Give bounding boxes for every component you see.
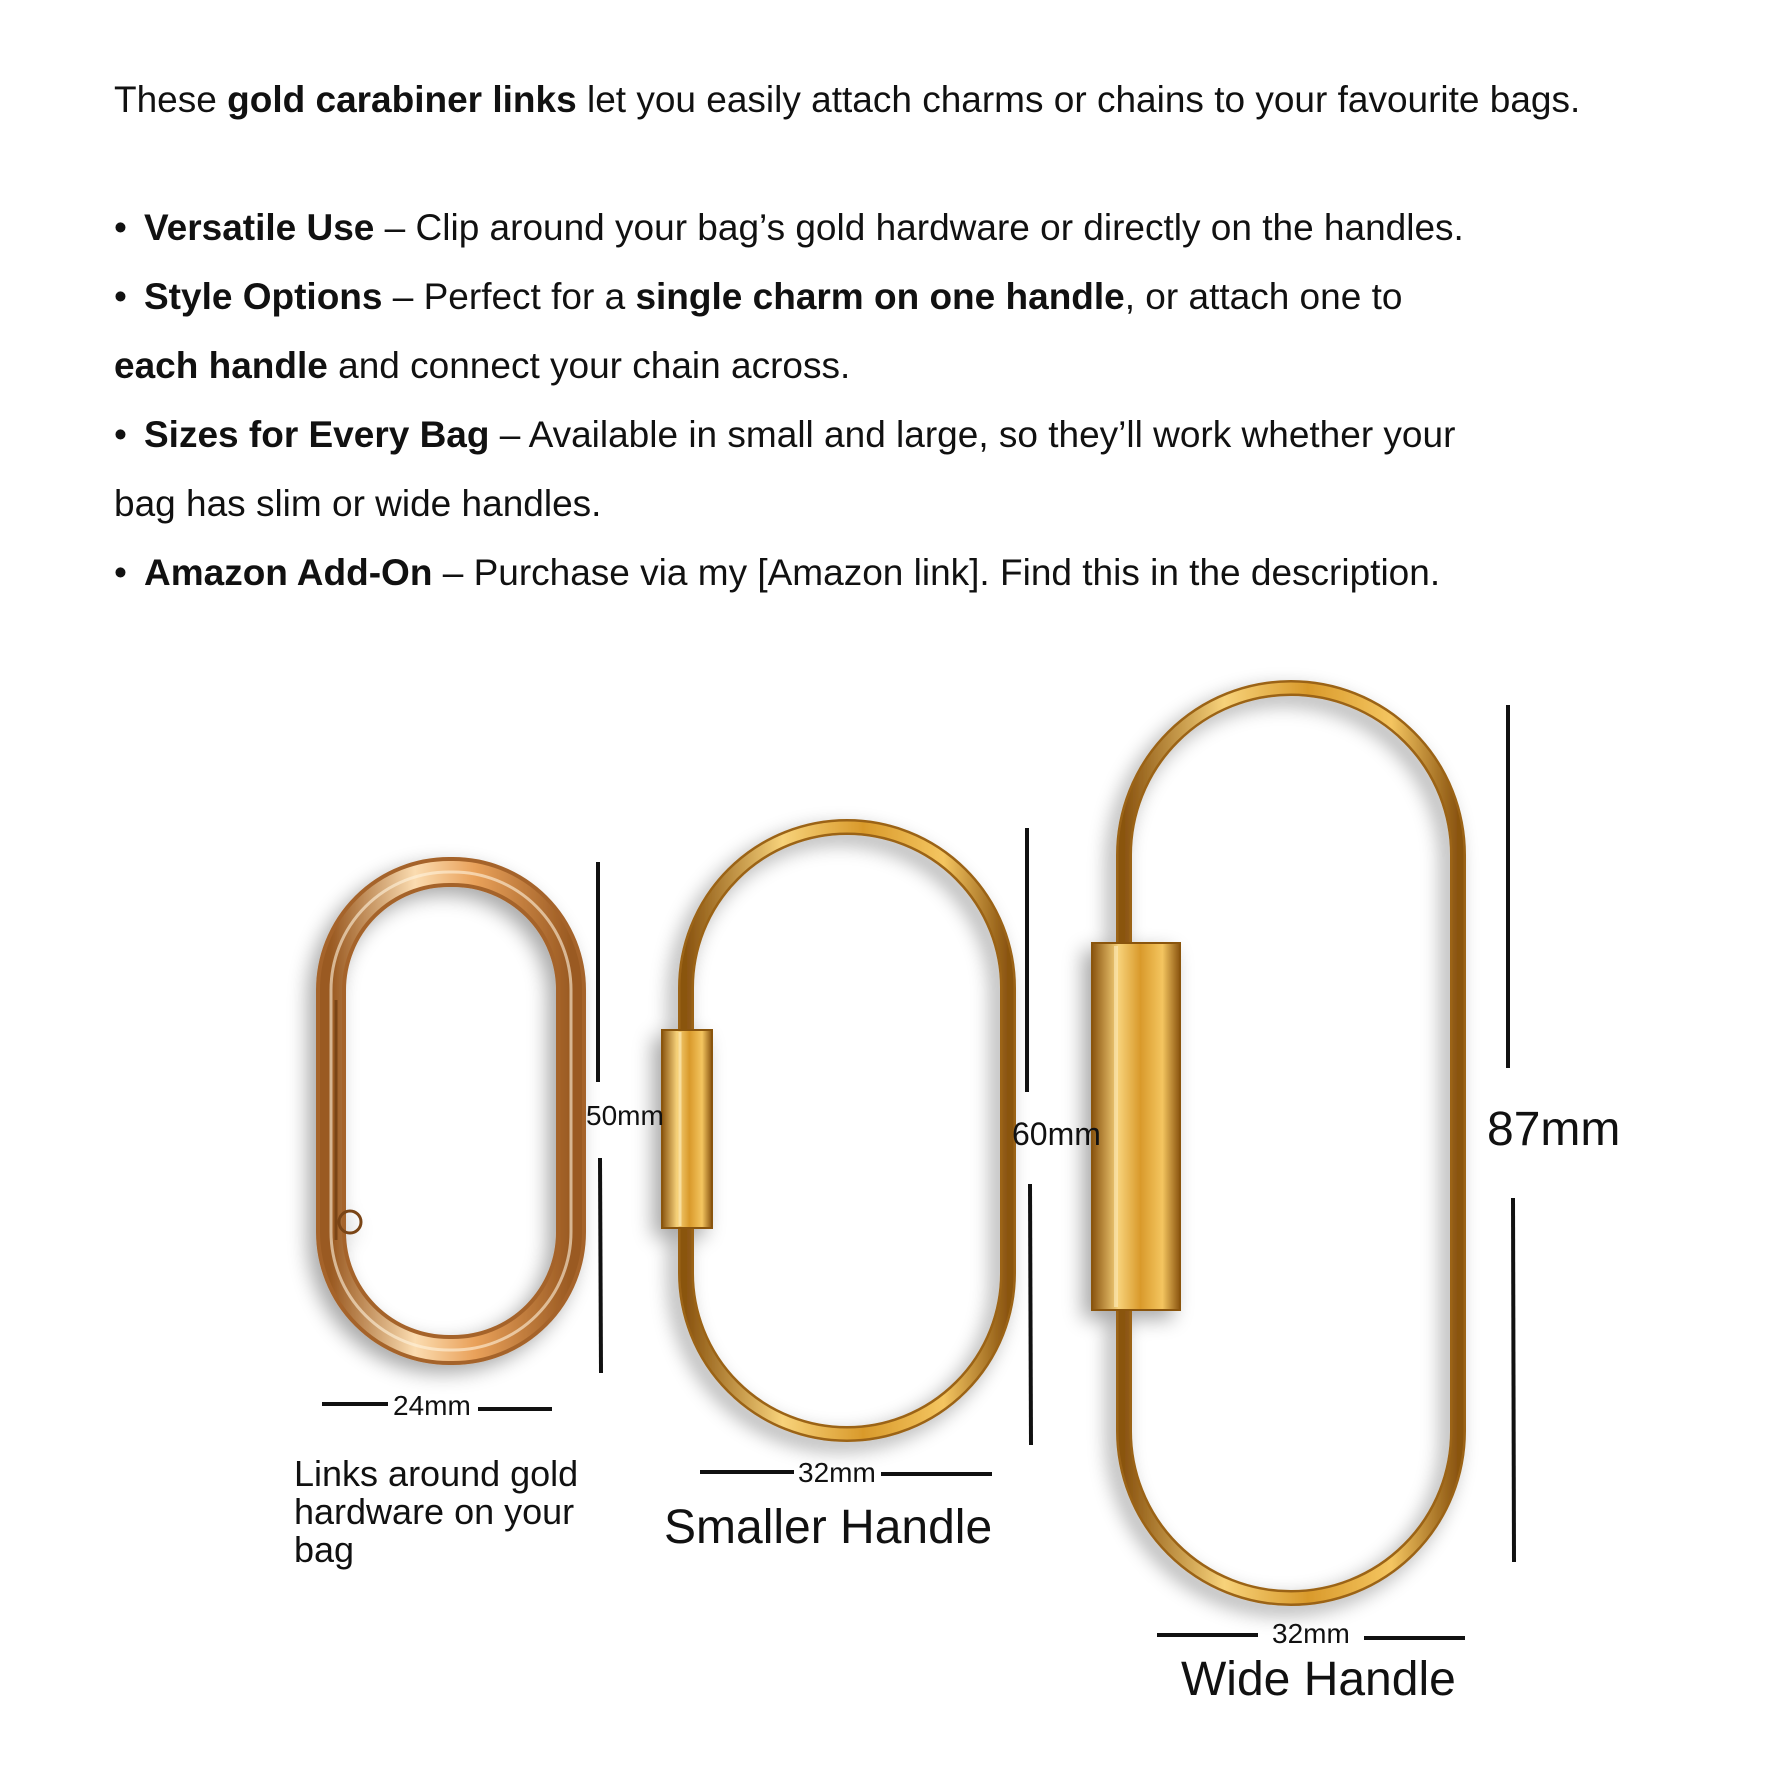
- bullet-bold-phrase: each handle: [114, 345, 328, 386]
- medium-width-label: 32mm: [798, 1457, 876, 1488]
- large-height-line-bottom: [1513, 1198, 1514, 1562]
- bullet-bold-phrase: single charm on one handle: [635, 276, 1125, 317]
- intro-bold: gold carabiner links: [227, 79, 577, 120]
- bullet-dot: •: [114, 276, 127, 317]
- caption-line: bag: [294, 1529, 355, 1570]
- large-height-label: 87mm: [1487, 1103, 1621, 1156]
- medium-height-line-bottom: [1030, 1184, 1031, 1445]
- bullet-text: – Purchase via my [Amazon link]. Find this in the description.: [432, 552, 1441, 593]
- bullet-text: and connect your chain across.: [327, 345, 851, 386]
- small-link-caption: [294, 1455, 578, 1569]
- bullet-dot: •: [114, 414, 127, 455]
- caption-line: hardware on your: [294, 1491, 575, 1532]
- bullet-text: bag has slim or wide handles.: [114, 483, 602, 524]
- medium-link-caption: Smaller Handle: [664, 1501, 993, 1554]
- bullet-dot: •: [114, 552, 127, 593]
- bullet-text: – Clip around your bag’s gold hardware or directly on the handles.: [374, 207, 1464, 248]
- large-width-label: 32mm: [1272, 1618, 1350, 1649]
- bullet-text: – Perfect for a: [382, 276, 636, 317]
- bullet-title: Style Options: [144, 276, 383, 317]
- small-height-line-bottom: [600, 1158, 601, 1373]
- bullet-title: Sizes for Every Bag: [144, 414, 490, 455]
- bullet-dot: •: [114, 207, 127, 248]
- large-link-caption: Wide Handle: [1181, 1653, 1456, 1706]
- medium-carabiner: [662, 827, 1008, 1434]
- medium-height-label: 60mm: [1012, 1116, 1101, 1152]
- bullet-text: – Available in small and large, so they’ll work whether your: [489, 414, 1456, 455]
- bullet-title: Versatile Use: [144, 207, 375, 248]
- bullet-title: Amazon Add-On: [144, 552, 433, 593]
- large-carabiner: [1092, 688, 1458, 1598]
- bullet-text: , or attach one to: [1124, 276, 1403, 317]
- intro-before: These: [114, 79, 228, 120]
- small-carabiner: [331, 872, 571, 1350]
- caption-line: Links around gold: [294, 1453, 579, 1494]
- small-width-label: 24mm: [393, 1390, 471, 1421]
- small-height-label: 50mm: [586, 1100, 664, 1131]
- intro-after: let you easily attach charms or chains to your favourite bags.: [576, 79, 1581, 120]
